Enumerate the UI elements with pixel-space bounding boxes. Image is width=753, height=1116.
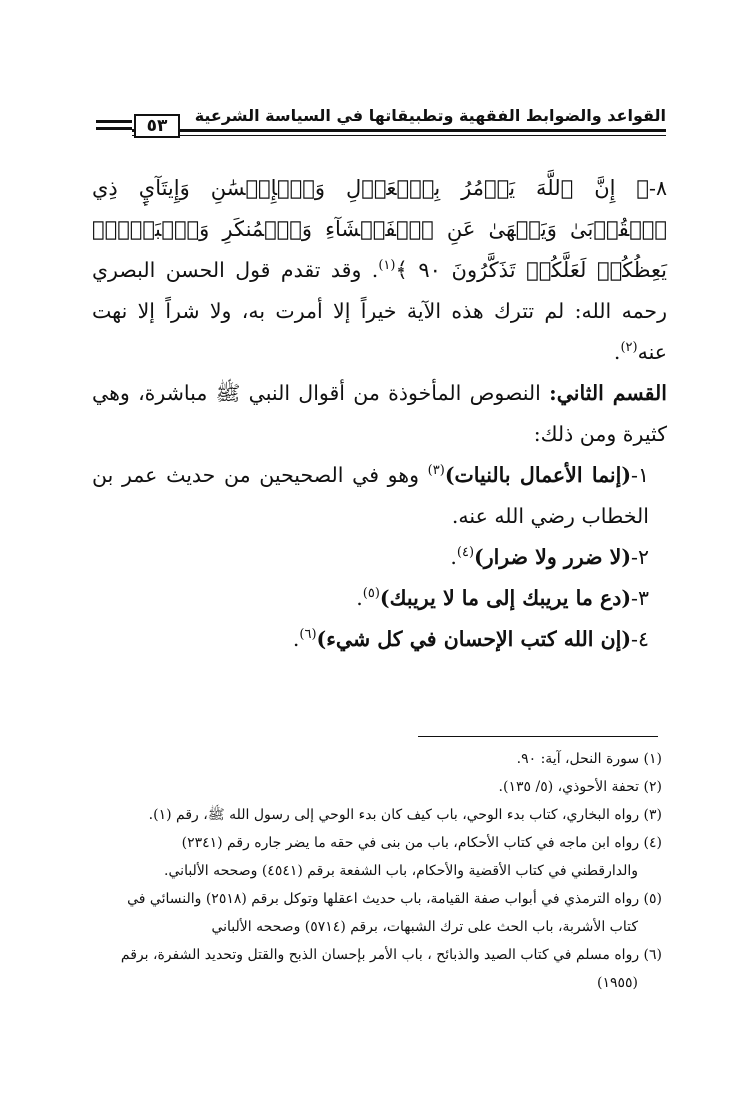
paragraph-text: وهو في الصحيحين من حديث عمر بن الخطاب رضي الله عنه. xyxy=(92,463,649,528)
footnote: (٦) رواه مسلم في كتاب الصيد والذبائح ، باب الأمر بإحسان الذبح والقتل وتحديد الشفرة، برقم xyxy=(120,947,662,963)
hadith-text: (لا ضرر ولا ضرار) xyxy=(474,545,632,569)
hadith-text: (إن الله كتب الإحسان في كل شيء) xyxy=(316,627,632,651)
footnote-ref: (٤) xyxy=(456,545,475,561)
list-item xyxy=(92,578,667,619)
punctuation: . xyxy=(613,340,621,364)
footnote: (٢) تحفة الأحوذي، (٥/ ١٣٥). xyxy=(498,779,662,795)
hadith-text: (إنما الأعمال بالنيات) xyxy=(444,463,632,487)
item-number: ٤- xyxy=(631,627,649,651)
punctuation: . xyxy=(356,586,363,610)
footnotes xyxy=(92,745,662,997)
item-number: ٣- xyxy=(631,586,649,610)
paragraph-section-two xyxy=(92,373,667,455)
item-number: ٢- xyxy=(631,545,649,569)
section-heading: القسم الثاني: xyxy=(549,381,667,405)
paragraph-text: . وقد تقدم قول الحسن البصري رحمه الله: لم تترك هذه الآية خيراً إلا أمرت به، ولا شراً إلا نهت عنه xyxy=(92,258,667,364)
punctuation: . xyxy=(450,545,457,569)
footnote-continuation: والدارقطني في كتاب الأقضية والأحكام، باب الشفعة برقم (٤٥٤١) وصححه الألباني. xyxy=(164,863,638,879)
footnote-continuation: (١٩٥٥) xyxy=(596,975,638,991)
hadith-text: (دع ما يريبك إلى ما لا يريبك) xyxy=(379,586,632,610)
punctuation: . xyxy=(292,627,300,651)
header-rule xyxy=(132,129,666,132)
page-number: ٥٣ xyxy=(134,114,180,138)
footnote-separator xyxy=(418,736,658,737)
footnote-ref: (٥) xyxy=(362,586,380,602)
list-item xyxy=(92,455,667,537)
page-header xyxy=(96,104,666,144)
footnote-ref: (١) xyxy=(378,258,396,274)
footnote-ref: (٢) xyxy=(620,340,638,356)
footnote-continuation: كتاب الأشربة، باب الحث على ترك الشبهات، برقم (٥٧١٤) وصححه الألباني xyxy=(211,919,638,935)
paragraph-text: النصوص المأخوذة من أقوال النبي ﷺ مباشرة، وهي كثيرة ومن ذلك: xyxy=(92,381,667,446)
main-text xyxy=(92,168,667,660)
list-item xyxy=(92,619,667,660)
footnote-ref: (٣) xyxy=(427,463,445,479)
footnote: (٣) رواه البخاري، كتاب بدء الوحي، باب كيف كان بدء الوحي إلى رسول الله ﷺ، رقم (١). xyxy=(148,807,662,823)
quran-verse: ﴿ إِنَّ ٱللَّهَ يَأۡمُرُ بِٱلۡعَدۡلِ وَٱلۡإِحۡسَٰنِ وَإِيتَآيِٕ ذِي ٱلۡقُرۡبَىٰ وَيَنۡهَىٰ عَنِ ٱلۡفَحۡشَآءِ وَٱلۡمُنكَرِ وَٱلۡبَغۡيِۚ يَعِظُكُمۡ لَعَلَّكُمۡ تَذَكَّرُونَ ٩٠ ﴾ xyxy=(92,176,668,282)
footnote: (٤) رواه ابن ماجه في كتاب الأحكام، باب من بنى في حقه ما يضر جاره رقم (٢٣٤١) xyxy=(181,835,662,851)
header-rule-left xyxy=(96,120,132,130)
running-title: القواعد والضوابط الفقهية وتطبيقاتها في السياسة الشرعية xyxy=(194,106,666,125)
footnote: (٥) رواه الترمذي في أبواب صفة القيامة، باب حديث اعقلها وتوكل برقم (٢٥١٨) والنسائي في xyxy=(127,891,662,907)
item-number: ٨- xyxy=(649,176,667,200)
paragraph-verse xyxy=(92,168,667,373)
item-number: ١- xyxy=(631,463,649,487)
footnote-ref: (٦) xyxy=(299,627,317,643)
list-item xyxy=(92,537,667,578)
footnote: (١) سورة النحل، آية: ٩٠. xyxy=(516,751,662,767)
